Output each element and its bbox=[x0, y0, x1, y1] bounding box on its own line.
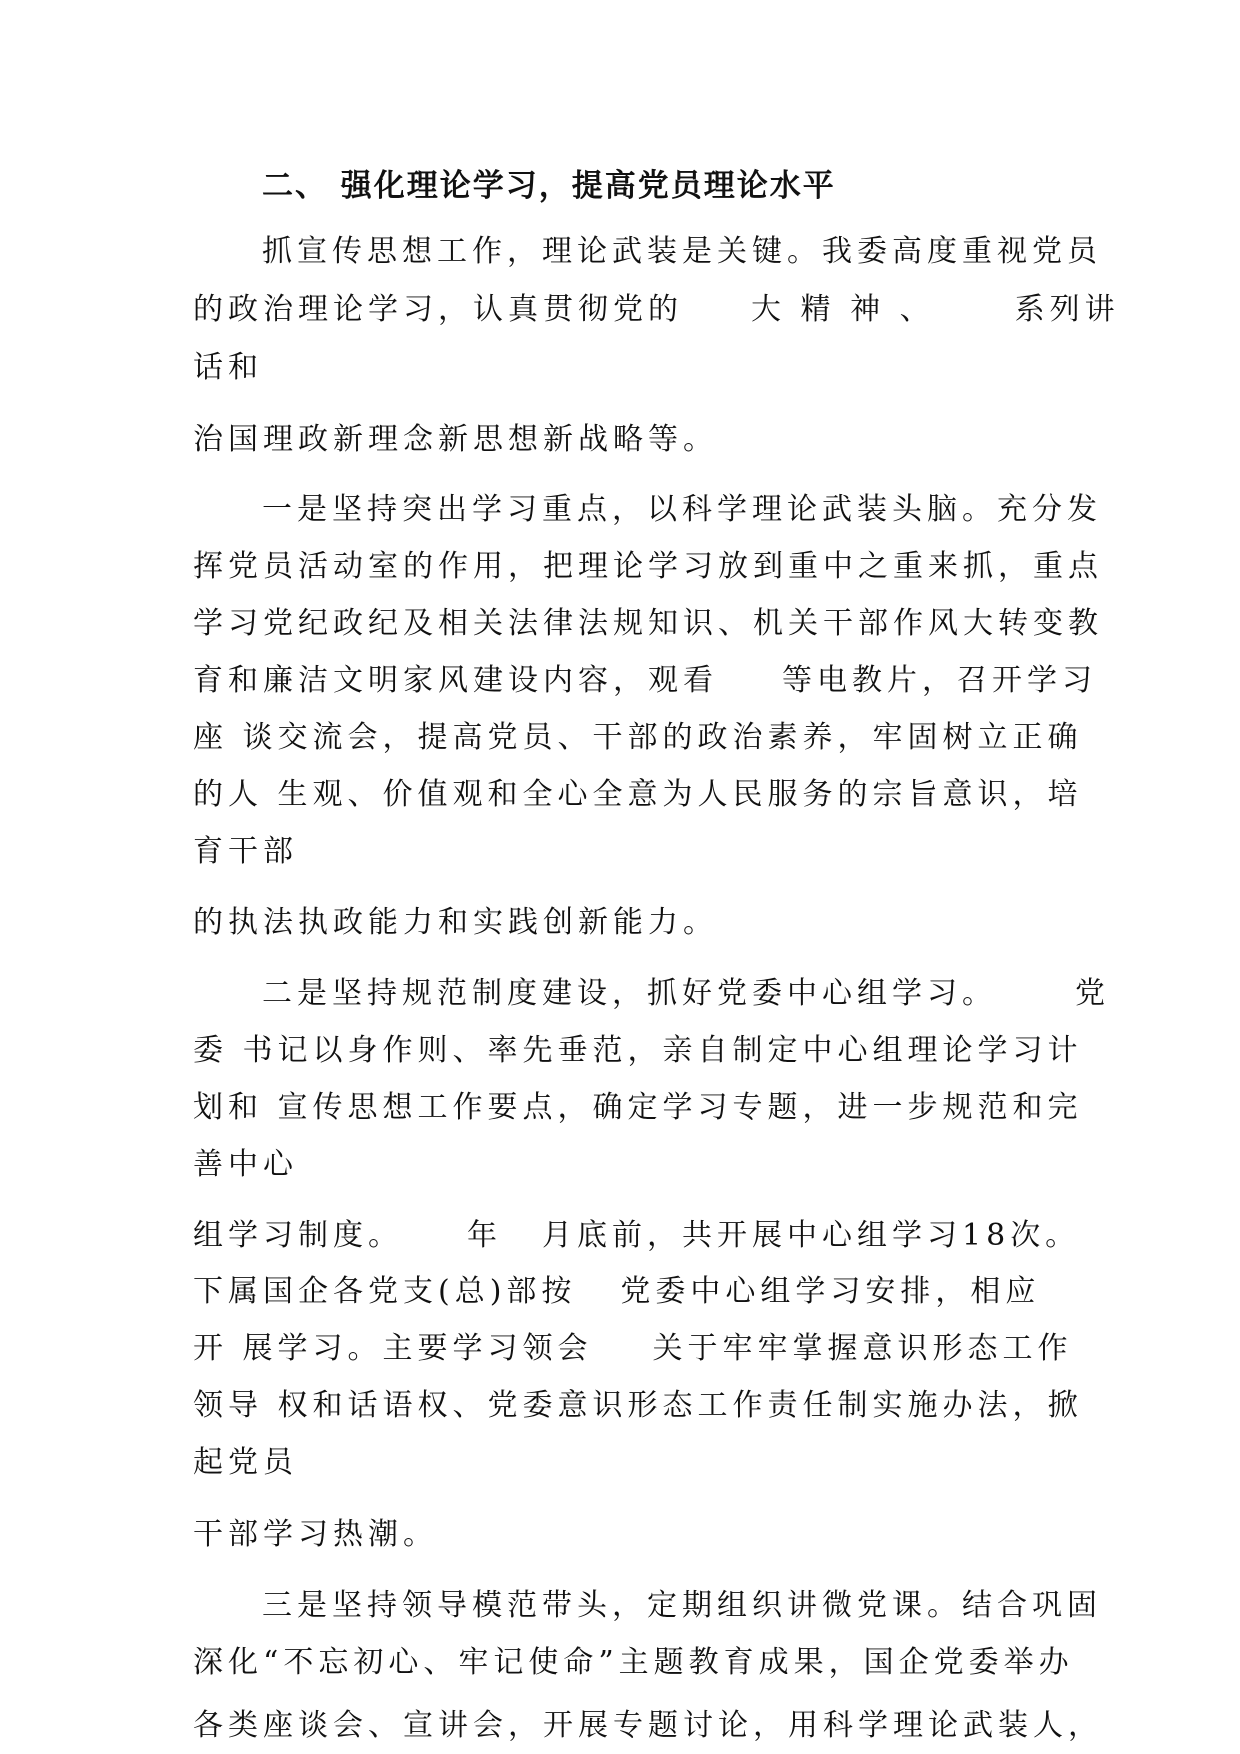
paragraph-line: 抓宣传思想工作，理论武装是关键。我委高度重视党员 bbox=[262, 234, 1102, 269]
paragraph-line: 二是坚持规范制度建设，抓好党委中心组学习。 党 bbox=[262, 976, 1110, 1011]
paragraph-line: 座 谈交流会，提高党员、干部的政治素养，牢固树立正确 bbox=[193, 720, 1083, 755]
section-heading: 二、 强化理论学习，提高党员理论水平 bbox=[262, 168, 836, 204]
paragraph-line: 开 展学习。主要学习领会 关于牢牢掌握意识形态工作 bbox=[193, 1331, 1073, 1366]
paragraph-line: 组学习制度。 年 月底前，共开展中心组学习18次。 bbox=[193, 1218, 1081, 1253]
paragraph-line: 善中心 bbox=[193, 1147, 298, 1182]
paragraph-line: 挥党员活动室的作用，把理论学习放到重中之重来抓，重点 bbox=[193, 549, 1103, 584]
paragraph-line: 各类座谈会、宣讲会，开展专题讨论，用科学理论武装人， bbox=[193, 1708, 1103, 1743]
paragraph-line: 干部学习热潮。 bbox=[193, 1517, 438, 1552]
paragraph-line: 话和 bbox=[193, 350, 263, 385]
paragraph-line: 委 书记以身作则、率先垂范，亲自制定中心组理论学习计 bbox=[193, 1033, 1083, 1068]
paragraph-line: 下属国企各党支(总)部按 党委中心组学习安排，相应 bbox=[193, 1274, 1041, 1309]
paragraph-line: 育干部 bbox=[193, 834, 298, 869]
paragraph-line: 三是坚持领导模范带头，定期组织讲微党课。结合巩固 bbox=[262, 1588, 1102, 1623]
paragraph-line: 的政治理论学习，认真贯彻党的 大 精 神 、 系列讲 bbox=[193, 292, 1120, 327]
paragraph-line: 深化“不忘初心、牢记使命”主题教育成果，国企党委举办 bbox=[193, 1645, 1074, 1680]
paragraph-line: 治国理政新理念新思想新战略等。 bbox=[193, 422, 718, 457]
paragraph-line: 起党员 bbox=[193, 1445, 298, 1480]
paragraph-line: 学习党纪政纪及相关法律法规知识、机关干部作风大转变教 bbox=[193, 606, 1103, 641]
paragraph-line: 领导 权和话语权、党委意识形态工作责任制实施办法，掀 bbox=[193, 1388, 1083, 1423]
paragraph-line: 的人 生观、价值观和全心全意为人民服务的宗旨意识，培 bbox=[193, 777, 1083, 812]
paragraph-line: 的执法执政能力和实践创新能力。 bbox=[193, 905, 718, 940]
paragraph-line: 育和廉洁文明家风建设内容，观看 等电教片，召开学习 bbox=[193, 663, 1097, 698]
paragraph-line: 划和 宣传思想工作要点，确定学习专题，进一步规范和完 bbox=[193, 1090, 1083, 1125]
paragraph-line: 一是坚持突出学习重点，以科学理论武装头脑。充分发 bbox=[262, 492, 1102, 527]
